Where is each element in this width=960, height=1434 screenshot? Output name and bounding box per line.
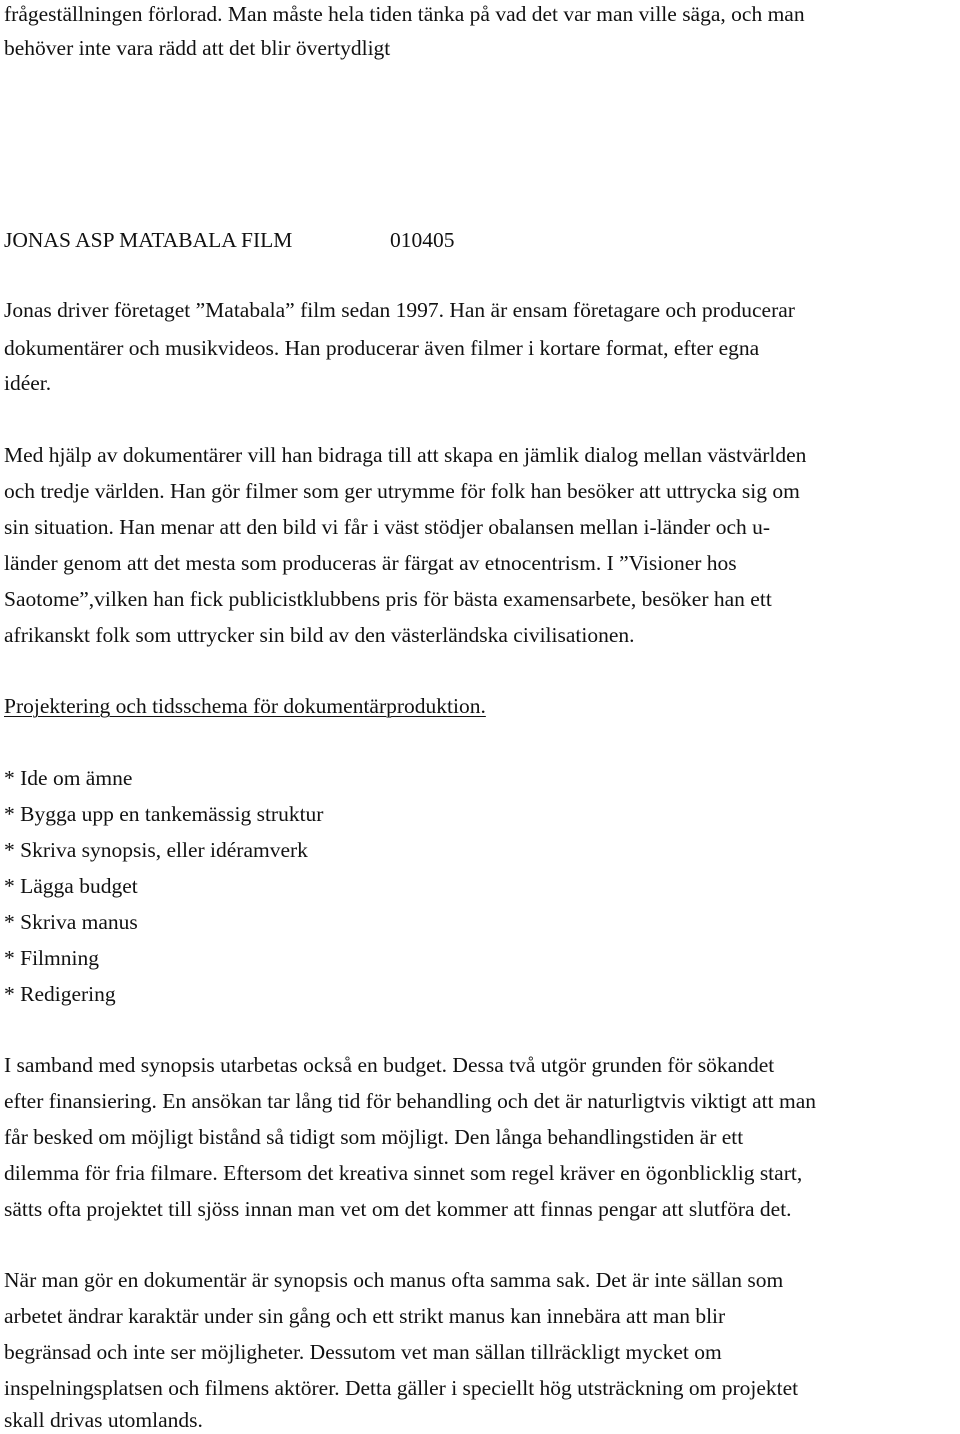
text-line: Saotome”,vilken han fick publicistklubbens pris för bästa examensarbete, besöker han ett (4, 587, 772, 611)
document-heading (4, 226, 455, 254)
section-heading: Projektering och tidsschema för dokumentärproduktion. (4, 694, 486, 718)
text-line: dilemma för fria filmare. Eftersom det kreativa sinnet som regel kräver en ögonblicklig start, (4, 1161, 803, 1185)
text-line: efter finansiering. En ansökan tar lång tid för behandling och det är naturligtvis viktigt att man (4, 1089, 816, 1113)
list-item: * Filmning (4, 946, 99, 970)
list-item: * Redigering (4, 982, 116, 1006)
text-line: Med hjälp av dokumentärer vill han bidraga till att skapa en jämlik dialog mellan västvärlden (4, 443, 807, 467)
text-line: frågeställningen förlorad. Man måste hela tiden tänka på vad det var man ville säga, och man (4, 2, 805, 26)
text-line: begränsad och inte ser möjligheter. Dessutom vet man sällan tillräckligt mycket om (4, 1340, 722, 1364)
list-item: * Lägga budget (4, 874, 138, 898)
text-line: länder genom att det mesta som produceras är färgat av etnocentrism. I ”Visioner hos (4, 551, 737, 575)
heading-title: JONAS ASP MATABALA FILM (4, 228, 293, 252)
list-item: * Skriva synopsis, eller idéramverk (4, 838, 308, 862)
text-line: idéer. (4, 371, 52, 395)
text-line: inspelningsplatsen och filmens aktörer. Detta gäller i speciellt hög utsträckning om projektet (4, 1376, 799, 1400)
text-line: sin situation. Han menar att den bild vi får i väst stödjer obalansen mellan i-länder och u- (4, 515, 771, 539)
text-line: får besked om möjligt bistånd så tidigt som möjligt. Den långa behandlingstiden är ett (4, 1125, 744, 1149)
text-line: och tredje världen. Han gör filmer som ger utrymme för folk han besöker att uttrycka sig om (4, 479, 800, 503)
text-line: När man gör en dokumentär är synopsis och manus ofta samma sak. Det är inte sällan som (4, 1268, 784, 1292)
heading-code: 010405 (390, 228, 455, 252)
text-line: sätts ofta projektet till sjöss innan man vet om det kommer att finnas pengar att slutföra det. (4, 1197, 792, 1221)
text-line: behöver inte vara rädd att det blir övertydligt (4, 36, 391, 60)
text-line: arbetet ändrar karaktär under sin gång och ett strikt manus kan innebära att man blir (4, 1304, 726, 1328)
list-item: * Ide om ämne (4, 766, 133, 790)
text-line: Jonas driver företaget ”Matabala” film sedan 1997. Han är ensam företagare och producerar (4, 298, 795, 322)
text-line: dokumentärer och musikvideos. Han producerar även filmer i kortare format, efter egna (4, 336, 760, 360)
list-item: * Skriva manus (4, 910, 138, 934)
text-line: skall drivas utomlands. (4, 1408, 203, 1432)
text-line: afrikanskt folk som uttrycker sin bild av den västerländska civilisationen. (4, 623, 635, 647)
list-item: * Bygga upp en tankemässig struktur (4, 802, 324, 826)
text-line: I samband med synopsis utarbetas också en budget. Dessa två utgör grunden för sökandet (4, 1053, 775, 1077)
